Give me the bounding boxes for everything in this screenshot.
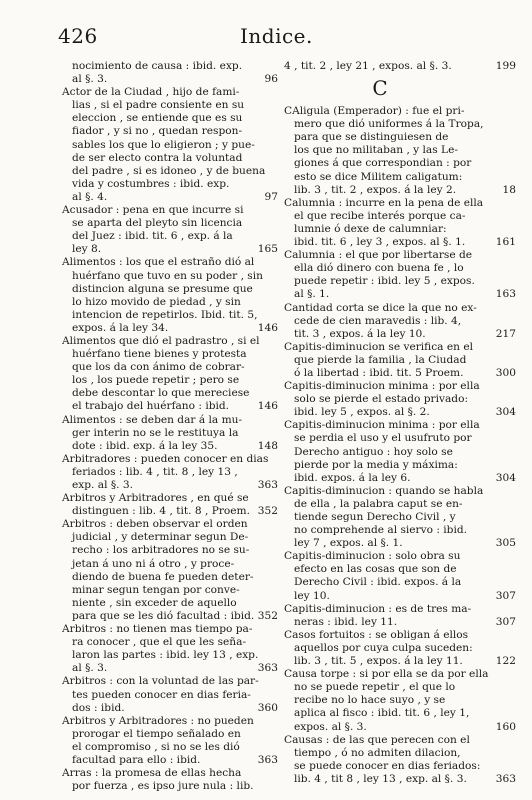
index-line [284,446,476,459]
index-line [62,374,262,387]
index-line [62,283,262,296]
index-entry-text: dote : ibid. exp. á la ley 35. [72,439,218,452]
index-line [62,230,262,243]
index-entry-text: CAligula (Emperador) : fue el pri- [284,105,465,118]
index-entry-text: al §. 1. [294,288,330,301]
page-reference: 18 [502,183,516,196]
index-line [284,576,476,589]
page-reference: 363 [257,662,278,675]
index-line [284,498,476,511]
index-line [284,550,476,563]
index-line [284,589,516,603]
page-reference: 307 [495,589,516,602]
index-line [62,597,262,610]
page-reference: 97 [264,190,278,203]
page-reference: 160 [495,720,516,733]
index-line [284,537,516,550]
index-line [62,152,262,165]
index-entry-text: debe descontar lo que mereciese [72,387,250,400]
index-line [284,393,476,406]
index-entry-text: efecto en las cosas que son de [294,563,457,576]
index-entry-text: que los da con ánimo de cobrar- [72,361,245,374]
index-entry-text: solo se pierde el estado privado: [294,393,469,406]
index-line [284,615,516,629]
index-entry-text: se aparta del pleyto sin licencia [72,217,243,230]
index-entry-text: jetan á uno ni á otro , y proce- [72,557,235,570]
index-line [284,380,480,393]
index-entry-text: al §. 3. [72,73,108,86]
index-entry-text: ley 8. [72,243,102,256]
index-entry-text: dos : ibid. [72,701,125,714]
index-entry-text: laron las partes : ibid. ley 13 , exp. [72,649,259,662]
section-letter-heading: C [372,76,388,101]
index-line [284,694,476,707]
index-entry-text: Cantidad corta se dice la que no ex- [284,301,477,314]
index-entry-text: al §. 3. [72,662,108,675]
page-reference: 360 [257,701,278,714]
index-entry-text: para que se distinguiesen de [294,131,449,144]
index-entry-text: mero que dió uniformes á la Tropa, [294,118,484,131]
index-entry-text: Arbitros y Arbitradores : no pueden [62,714,254,727]
index-line [62,86,262,99]
index-entry-text: tes pueden conocer en dias feria- [72,688,251,701]
page-title: Indice. [240,24,313,48]
page-reference: 122 [495,655,516,668]
index-line [284,131,476,144]
index-line [284,720,516,734]
index-entry-text: aplica al fisco : ibid. tit. 6 , ley 1, [294,707,470,720]
index-entry-text: 4 , tit. 2 , ley 21 , expos. al §. 3. [284,60,452,72]
page-reference: 304 [495,406,516,419]
index-line [62,204,262,217]
index-line [284,511,476,524]
page-reference: 96 [264,73,278,86]
index-entry-text: Calumnia : el que por libertarse de [284,249,473,262]
index-line [62,715,262,728]
index-line [62,73,278,86]
index-line [62,558,262,571]
index-line [284,629,476,642]
index-entry-text: pierde por la media y máxima: [294,458,458,471]
index-line [62,689,262,702]
index-line [284,171,476,184]
index-line [62,675,262,688]
index-entry-text: el trabajo del huérfano : ibid. [72,400,230,413]
index-line [284,223,476,236]
index-entry-text: al §. 4. [72,190,108,203]
index-line [62,321,278,335]
page-reference: 146 [257,321,278,334]
index-line [284,459,476,472]
page-reference: 363 [257,753,278,766]
index-line [284,524,476,537]
page-reference: 146 [257,400,278,413]
index-line [284,236,516,249]
index-entry-text: huérfano que tuvo en su poder , sin [72,269,263,282]
index-entry-text: ó la libertad : ibid. tit. 5 Proem. [294,366,464,379]
index-entry-text: tiempo , ó no admiten dilacion, [294,746,461,759]
index-entry-text: se puede conocer en dias feriados: [294,759,481,772]
index-line [284,157,476,170]
index-line [284,563,476,576]
index-line [284,196,484,210]
index-line [284,655,516,668]
index-entry-text: Calumnia : incurre en la pena de ella [284,196,484,209]
index-line [62,217,262,230]
index-line [284,144,476,157]
index-entry-text: Arbitros : deben observar el orden [62,518,248,531]
index-line [62,753,278,767]
index-entry-text: no comprehende al siervo : ibid. [294,524,467,537]
index-line [62,649,262,662]
index-entry-text: Causa torpe : si por ella se da por ella [284,668,489,681]
index-entry-text: exp. al §. 3. [72,479,133,491]
index-line [62,112,262,125]
index-line [62,256,262,269]
index-line [62,296,262,309]
index-line [284,747,476,760]
index-entry-text: Actor de la Ciudad , hijo de fami- [62,86,240,99]
index-entry-text: neras : ibid. ley 11. [294,615,398,628]
index-entry-text: Arbitros : no tienen mas tiempo pa- [62,623,253,636]
index-entry-text: diendo de buena fe pueden deter- [72,570,254,583]
index-line [62,414,262,427]
index-entry-text: ley 7 , expos. al §. 1. [294,537,403,550]
index-line [284,406,516,419]
index-entry-text: Alimentos que dió el padrastro , si el [62,334,260,347]
index-line [284,341,476,354]
index-line [284,681,476,694]
index-entry-text: sables los que lo eligieron ; y pue- [72,138,255,151]
index-entry-text: del Juez : ibid. tit. 6 , exp. á la [72,230,233,243]
index-line [284,642,476,655]
page-reference: 305 [495,537,516,550]
index-line [62,571,262,584]
index-entry-text: por fuerza , es ipso jure nula : lib. [72,780,254,793]
index-line [284,60,516,73]
index-entry-text: fiador , y si no , quedan respon- [72,125,243,138]
index-line [284,354,476,367]
index-entry-text: ra conocer , que el que les seña- [72,636,247,649]
index-line [62,139,262,152]
index-line [284,275,476,288]
index-entry-text: minar segun tengan por conve- [72,583,240,596]
index-entry-text: vida y costumbres : ibid. exp. [72,177,230,190]
index-entry-text: Capitis-diminucion : solo obra su [284,550,461,563]
index-entry-text: Arbitradores : pueden conocer en dias [62,452,269,465]
index-line [62,387,262,400]
page-reference: 363 [257,479,278,491]
page-number: 426 [58,24,98,48]
index-line [284,772,516,786]
left-column [62,60,278,793]
index-entry-text: tiende segun Derecho Civil , y [294,511,456,523]
index-entry-text: aquellos por cuya culpa suceden: [294,641,473,654]
index-entry-text: Capitis-diminucion minima : por ella [284,380,480,393]
page-reference: 165 [257,243,278,256]
index-entry-text: Alimentos : se deben dar á la mu- [62,413,243,426]
index-entry-text: ella dió dinero con buena fe , lo [294,262,464,275]
index-line [62,60,262,73]
index-entry-text: Acusador : pena en que incurre si [62,204,244,217]
index-line [62,623,262,636]
index-line [62,335,262,348]
page-reference: 363 [495,772,516,785]
index-line [284,734,476,747]
index-entry-text: ley 10. [294,589,330,602]
index-line [62,125,262,138]
index-entry-text: Arras : la promesa de ellas hecha [62,767,242,780]
index-entry-text: Derecho Civil : ibid. expos. á la [294,576,462,589]
index-line [284,668,489,681]
index-entry-text: niente , sin exceder de aquello [72,596,237,609]
page-reference: 161 [495,236,516,249]
index-entry-text: Casos fortuitos : se obligan á ellos [284,628,469,641]
index-entry-text: ibid. ley 5 , expos. al §. 2. [294,406,430,419]
index-entry-text: ger interin no se le restituya la [72,426,239,439]
index-line [62,780,262,793]
index-line [284,183,516,197]
page-reference: 352 [257,505,278,518]
index-entry-text: de ella , la palabra caput se en- [294,497,463,510]
index-entry-text: lib. 3 , tit. 5 , expos. á la ley 11. [294,655,463,668]
index-entry-text: expos. al §. 3. [294,720,367,733]
index-line [62,609,278,623]
index-line [284,315,476,328]
index-line [62,439,278,453]
index-line [62,518,262,531]
index-entry-text: tit. 3 , expos. á la ley 10. [294,327,426,340]
index-line [62,479,278,492]
index-line [62,361,262,374]
index-line [284,471,516,485]
index-line [62,466,262,479]
index-entry-text: de ser electo contra la voluntad [72,151,243,164]
index-line [62,531,262,544]
index-entry-text: distinguen : lib. 4 , tit. 8 , Proem. [72,505,250,518]
index-line [284,419,480,432]
index-entry-text: se perdia el uso y el usufruto por [294,432,472,445]
page-reference: 300 [495,366,516,379]
index-entry-text: el compromiso , si no se les dió [72,740,240,753]
index-entry-text: lumnie ó dexe de calumniar: [294,222,447,235]
index-entry-text: nocimiento de causa : ibid. exp. [72,60,243,72]
index-line [284,262,476,275]
index-entry-text: lib. 3 , tit. 2 , expos. á la ley 2. [294,183,457,196]
index-entry-text: Derecho antiguo : hoy solo se [294,445,453,458]
index-entry-text: Capitis-diminucion se verifica en el [284,340,473,353]
index-entry-text: lo hizo movido de piedad , y sin [72,295,241,308]
index-entry-text: recibe no lo hace suyo , y se [294,694,446,707]
index-line [62,701,278,715]
index-entry-text: no se puede repetir , el que lo [294,681,456,694]
index-line [62,348,262,361]
index-line [284,603,476,616]
index-entry-text: intencion de repetirlos. Ibid. tit. 5, [72,308,258,321]
index-entry-text: expos. á la ley 34. [72,321,169,334]
index-entry-text: lib. 4 , tit 8 , ley 13 , exp. al §. 3. [294,772,467,785]
index-entry-text: giones á que correspondian : por [294,157,472,170]
index-line [62,492,262,505]
index-entry-text: distincion alguna se presume que [72,282,253,295]
index-entry-text: Arbitros y Arbitradores , en qué se [62,492,249,505]
index-line [284,288,516,301]
index-line [62,400,278,413]
index-line [62,164,266,178]
index-entry-text: facultad para ello : ibid. [72,753,201,766]
index-line [284,327,516,341]
page-reference: 307 [495,615,516,628]
index-entry-text: ibid. tit. 6 , ley 3 , expos. al §. 1. [294,236,466,249]
index-line [62,452,269,466]
index-line [284,366,516,380]
index-line [62,636,262,649]
page-reference: 352 [257,609,278,622]
index-entry-text: Capitis-diminucion minima : por ella [284,419,480,432]
index-entry-text: recho : los arbitradores no se su- [72,544,250,557]
index-line [284,105,476,118]
index-entry-text: judicial , y determinar segun De- [72,531,249,544]
index-line [284,249,476,262]
page-reference: 217 [495,327,516,340]
index-entry-text: eleccion , se entiende que es su [72,112,243,125]
index-entry-text: cede de cien maravedis : lib. 4, [294,314,462,327]
index-entry-text: Causas : de las que perecen con el [284,733,470,746]
index-line [62,544,262,557]
index-entry-text: huérfano tiene bienes y protesta [72,348,247,361]
index-line [62,99,262,112]
index-line [284,302,476,315]
index-entry-text: para que se les dió facultad : ibid. [72,609,255,622]
index-entry-text: Capitis-diminucion : es de tres ma- [284,602,472,615]
index-entry-text: ibid. expos. á la ley 6. [294,471,411,484]
page-reference: 163 [495,288,516,301]
index-line [284,118,484,131]
index-line [62,190,278,204]
index-entry-text: los que no militaban , y las Le- [294,144,458,157]
index-line [62,243,278,256]
right-column [284,60,516,786]
index-line [284,210,476,223]
index-line [62,767,262,780]
index-entry-text: prorogar el tiempo señalado en [72,727,241,740]
page-reference: 199 [495,60,516,72]
page-reference: 148 [257,439,278,452]
index-line [62,662,278,675]
index-entry-text: puede repetir : ibid. ley 5 , expos. [294,275,475,288]
index-entry-text: feriados : lib. 4 , tit. 8 , ley 13 , [72,465,238,478]
index-entry-text: del padre , si es idoneo , y de buena [72,164,266,177]
index-line [62,728,262,741]
index-entry-text: los , los puede repetir ; pero se [72,374,240,387]
index-line [62,309,262,322]
index-entry-text: Capitis-diminucion : quando se habla [284,484,484,497]
index-entry-text: Arbitros : con la voluntad de las par- [62,675,259,688]
index-entry-text: que pierde la familia , la Ciudad [294,353,467,366]
index-line [62,505,278,518]
index-entry-text: esto se dice Militem caligatum: [294,170,463,183]
index-line [284,432,476,445]
index-line [62,270,262,283]
index-line [284,759,481,773]
index-entry-text: lias , si el padre consiente en su [72,99,245,112]
page-reference: 304 [495,471,516,484]
index-line [284,707,476,720]
index-line [284,484,484,498]
index-line [62,584,262,597]
index-line [62,178,262,191]
index-entry-text: el que recibe interés porque ca- [294,209,466,222]
index-line [62,427,262,440]
index-line [62,741,262,754]
index-entry-text: Alimentos : los que el estraño dió al [62,256,255,269]
